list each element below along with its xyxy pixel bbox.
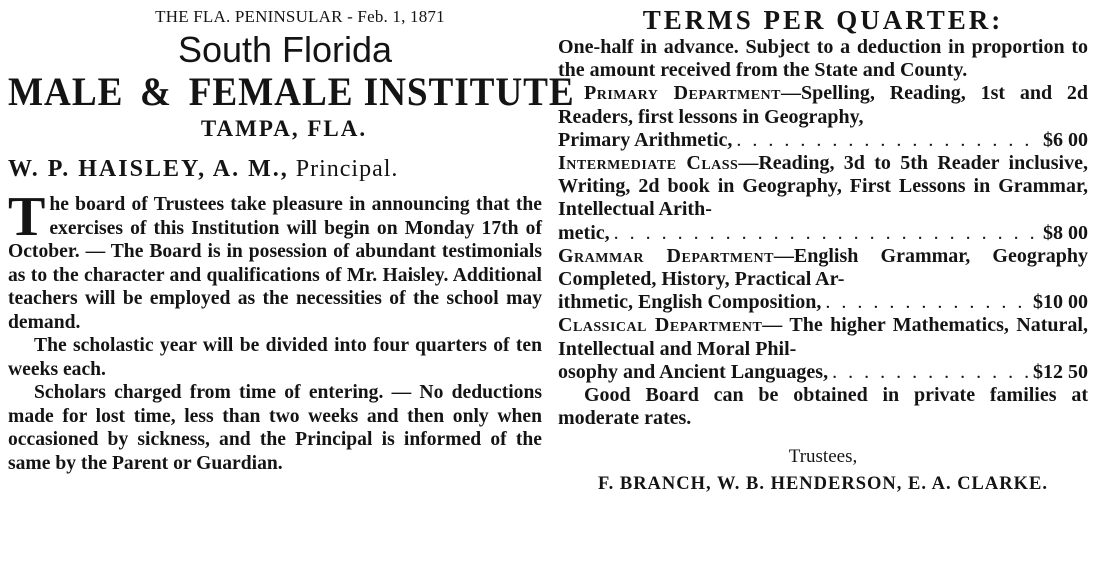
department-classical: [558, 314, 1088, 360]
city-heading: TAMPA, FLA.: [200, 116, 368, 141]
price-value: $10 00: [1033, 291, 1088, 314]
department-description: —Reading, 3d to 5th Reader inclusive, Writing, 2d book in Geography, First Lessons in Grammar, Intellectual Arith-: [558, 152, 1088, 221]
institute-type-heading: [8, 69, 575, 114]
price-row-label: metic,: [558, 221, 610, 244]
announcement-paragraph-3: Scholars charged from time of entering. — No deductions made for lost time, less than two weeks and then only when occasioned by sickness, and the Principal is informed of the same by the Parent or Guardian.: [8, 382, 542, 474]
department-description: —English Grammar, Geography Completed, History, Practical Ar-: [558, 244, 1088, 291]
department-name: Grammar Department: [558, 244, 774, 267]
institute-type-female: FEMALE INSTITUTE: [188, 69, 575, 114]
dot-leader: [825, 291, 1029, 314]
board-note: Good Board can be obtained in private families at moderate rates.: [558, 384, 1088, 430]
paragraph-1-text: he board of Trustees take pleasure in announcing that the exercises of this Institution will begin on Monday 17th of October. — The Board is in posession of abundant testimonials as to the character and qualifications of Mr. Haisley. Additional teachers will be employed as the necessities of the school may demand.: [8, 194, 542, 333]
price-row-grammar: [558, 291, 1088, 314]
terms-heading: TERMS PER QUARTER:: [642, 5, 1004, 35]
department-name: Primary Department: [584, 82, 781, 105]
price-row-primary: [558, 129, 1088, 152]
newspaper-source-line: THE FLA. PENINSULAR - Feb. 1, 1871: [155, 7, 445, 26]
announcement-paragraph-2: The scholastic year will be divided into four quarters of ten weeks each.: [8, 335, 542, 380]
department-grammar: [558, 245, 1088, 291]
left-column: [8, 0, 575, 475]
terms-intro: One-half in advance. Subject to a deduction in proportion to the amount received from the State and County.: [558, 36, 1088, 82]
institute-type-ampersand: &: [140, 69, 172, 114]
principal-line: [8, 156, 542, 183]
institute-region-heading: South Florida: [177, 29, 393, 70]
price-row-label: ithmetic, English Composition,: [558, 291, 822, 314]
terms-body: [558, 36, 1088, 430]
right-column: [558, 0, 1088, 495]
principal-title: Principal.: [295, 156, 399, 182]
announcement-paragraph-1: [8, 186, 542, 334]
price-value: $8 00: [1043, 221, 1088, 244]
department-name: Classical Department: [558, 314, 763, 337]
price-value: $12 50: [1033, 360, 1088, 383]
institute-type-male: MALE: [8, 69, 124, 114]
price-row-classical: [558, 361, 1088, 384]
dot-leader: [832, 361, 1029, 384]
price-value: $6 00: [1043, 128, 1088, 151]
department-name: Intermediate Class: [558, 152, 739, 175]
principal-name: W. P. HAISLEY, A. M.,: [8, 156, 289, 182]
department-primary: [558, 82, 1088, 128]
price-row-intermediate: [558, 222, 1088, 245]
dot-leader: [614, 222, 1039, 245]
dot-leader: [736, 129, 1039, 152]
announcement-body: [8, 186, 542, 475]
trustees-label: Trustees,: [788, 446, 858, 468]
department-description: — The higher Mathematics, Natural, Intellectual and Moral Phil-: [558, 314, 1088, 360]
trustees-names: F. BRANCH, W. B. HENDERSON, E. A. CLARKE.: [598, 474, 1048, 495]
drop-cap: T: [8, 186, 46, 248]
department-intermediate: [558, 152, 1088, 222]
department-description: —Spelling, Reading, 1st and 2d Readers, first lessons in Geography,: [558, 82, 1088, 128]
price-row-label: osophy and Ancient Languages,: [558, 360, 829, 383]
price-row-label: Primary Arithmetic,: [558, 128, 733, 151]
